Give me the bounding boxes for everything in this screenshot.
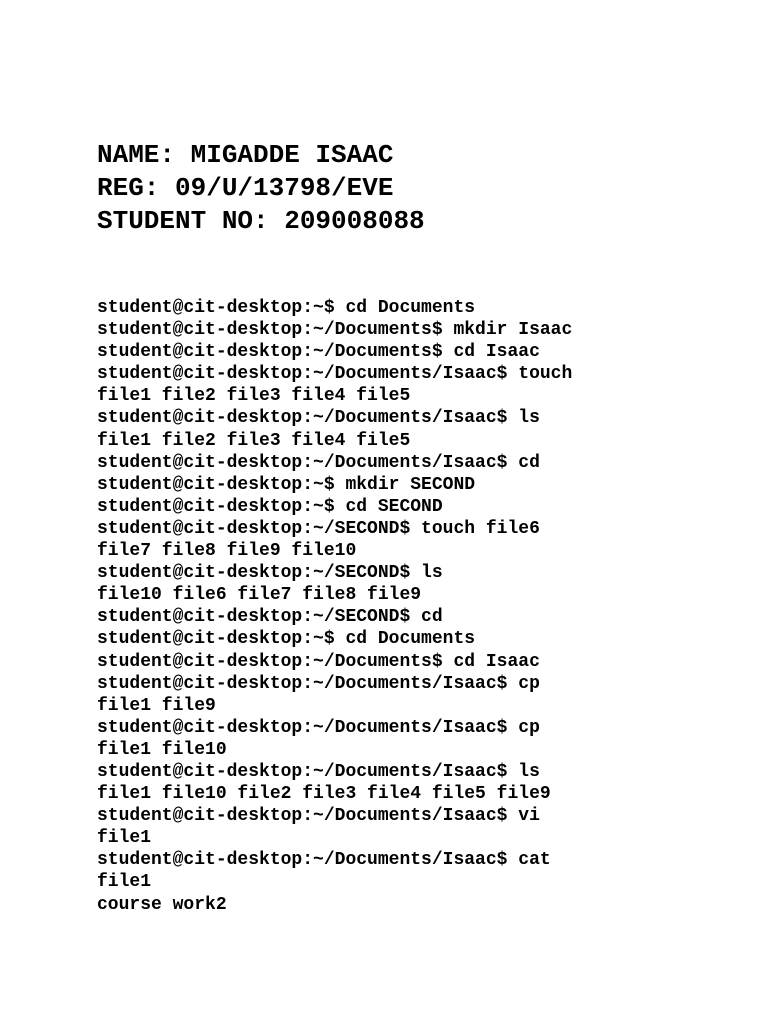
terminal-line: student@cit-desktop:~/Documents/Isaac$ vi <box>97 806 540 827</box>
registration-number: REG: 09/U/13798/EVE <box>97 173 394 203</box>
terminal-line: file10 file6 file7 file8 file9 <box>97 585 422 606</box>
terminal-line: student@cit-desktop:~/Documents/Isaac$ cp <box>97 717 540 738</box>
student-number: STUDENT NO: 209008088 <box>97 206 425 236</box>
terminal-line: student@cit-desktop:~/SECOND$ touch file6 <box>97 518 540 539</box>
terminal-line: file1 <box>97 828 152 849</box>
terminal-line: student@cit-desktop:~$ cd Documents <box>97 629 476 650</box>
terminal-line: file1 file2 file3 file4 file5 <box>97 386 411 407</box>
terminal-transcript <box>97 297 747 916</box>
terminal-line: student@cit-desktop:~/Documents/Isaac$ ls <box>97 761 540 782</box>
terminal-line: student@cit-desktop:~/SECOND$ ls <box>97 563 443 584</box>
student-name: NAME: MIGADDE ISAAC <box>97 140 394 170</box>
terminal-line: student@cit-desktop:~/Documents/Isaac$ ls <box>97 408 540 429</box>
terminal-line: student@cit-desktop:~$ cd Documents <box>97 298 476 318</box>
terminal-line: file1 file9 <box>97 695 216 716</box>
terminal-line: student@cit-desktop:~/Documents$ cd Isaac <box>97 342 540 363</box>
terminal-line: file1 file10 <box>97 739 227 760</box>
terminal-line: student@cit-desktop:~$ mkdir SECOND <box>97 474 476 495</box>
terminal-line: file1 file2 file3 file4 file5 <box>97 430 411 451</box>
terminal-line: student@cit-desktop:~/SECOND$ cd <box>97 607 443 628</box>
terminal-line: student@cit-desktop:~/Documents/Isaac$ cat <box>97 850 551 871</box>
terminal-line: student@cit-desktop:~/Documents/Isaac$ touch <box>97 364 573 385</box>
terminal-line: file1 file10 file2 file3 file4 file5 file9 <box>97 784 551 805</box>
terminal-line: student@cit-desktop:~/Documents$ cd Isaac <box>97 651 540 672</box>
terminal-line: student@cit-desktop:~/Documents$ mkdir Isaac <box>97 320 573 341</box>
student-info-header <box>97 139 737 238</box>
terminal-line: student@cit-desktop:~/Documents/Isaac$ cp <box>97 673 540 694</box>
terminal-line: file1 <box>97 872 152 893</box>
terminal-line: file7 file8 file9 file10 <box>97 541 357 562</box>
terminal-line: student@cit-desktop:~/Documents/Isaac$ cd <box>97 452 540 473</box>
terminal-line: student@cit-desktop:~$ cd SECOND <box>97 496 443 517</box>
terminal-line: course work2 <box>97 894 227 915</box>
